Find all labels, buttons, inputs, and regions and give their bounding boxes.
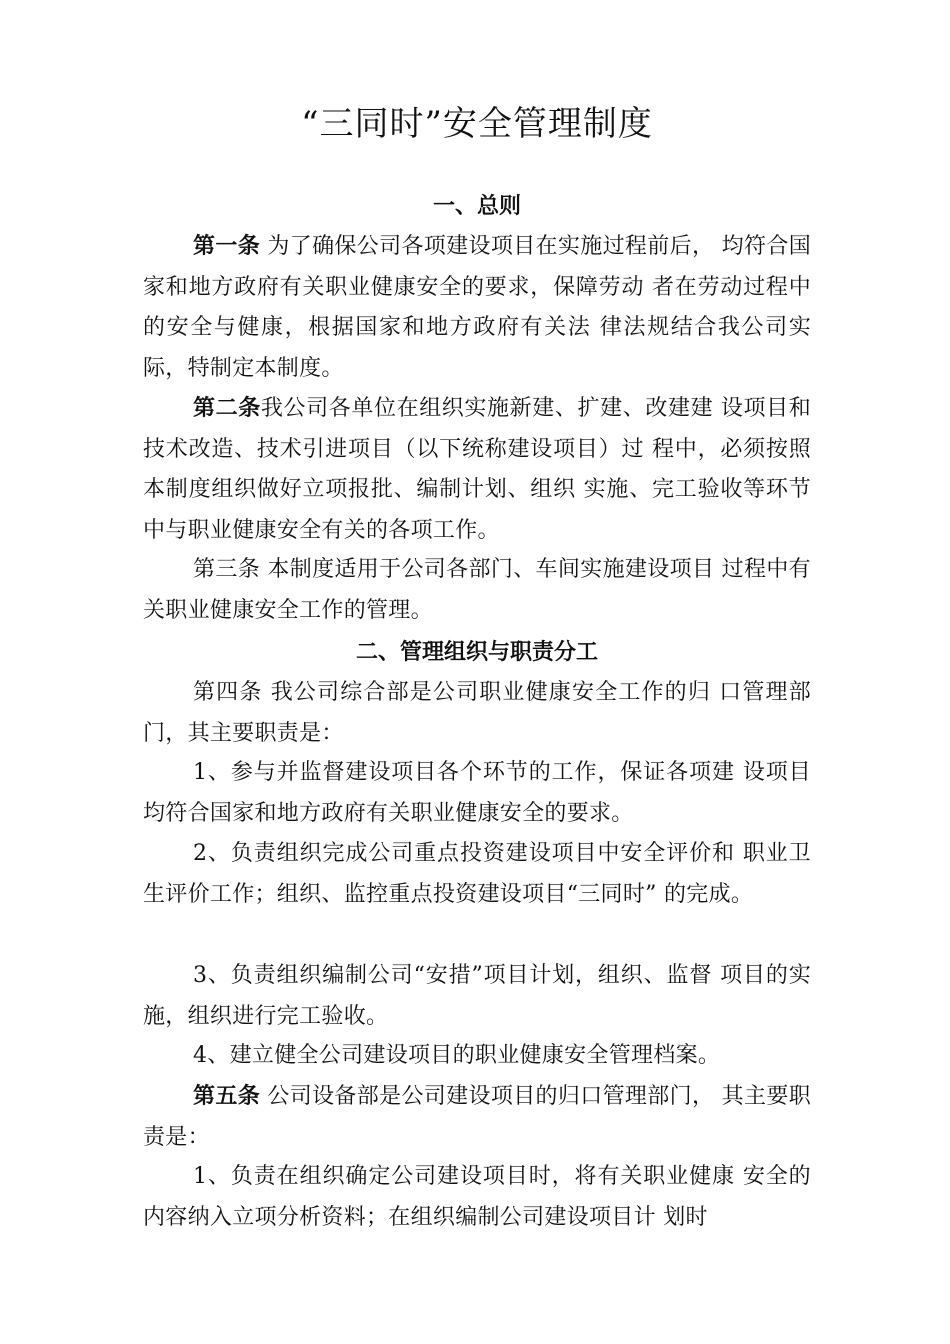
- paragraph-article-4: [143, 673, 811, 754]
- paragraph-text: 公司设备部是公司建设项目的归口管理部门， 其主要职责是：: [143, 1084, 811, 1150]
- paragraph-text: 1、参与并监督建设项目各个环节的工作，保证各项建 设项目均符合国家和地方政府有关职业健康安全的要求。: [143, 760, 811, 826]
- paragraph-item-3: [143, 956, 811, 1037]
- paragraph-duty-1: [143, 1157, 811, 1238]
- article-lead: 第五条: [193, 1083, 261, 1109]
- section-heading-organization: 二、管理组织与职责分工: [355, 639, 598, 665]
- paragraph-text: 4、建立健全公司建设项目的职业健康安全管理档案。: [193, 1043, 721, 1068]
- paragraph-article-5: [143, 1076, 811, 1158]
- paragraph-item-1: [143, 753, 811, 834]
- paragraph-text: 我公司各单位在组织实施新建、扩建、改建建 设项目和技术改造、技术引进项目（以下统称建设项目）过 程中，必须按照本制度组织做好立项报批、编制计划、组织 实施、完工验收等环节中与职业健康安全有关的各项工作。: [143, 396, 811, 543]
- paragraph-text: 3、负责组织编制公司“安措”项目计划，组织、监督 项目的实施，组织进行完工验收。: [143, 963, 811, 1029]
- paragraph-article-1: [143, 226, 811, 389]
- paragraph-text: 为了确保公司各项建设项目在实施过程前后， 均符合国家和地方政府有关职业健康安全的要求，保障劳动 者在劳动过程中的安全与健康，根据国家和地方政府有关法 律法规结合我公司实际，特制定本制度。: [143, 234, 811, 381]
- paragraph-article-2: [143, 388, 811, 551]
- paragraph-text: 1、负责在组织确定公司建设项目时，将有关职业健康 安全的内容纳入立项分析资料；在组织编制公司建设项目计 划时: [143, 1164, 811, 1230]
- article-lead: 第一条: [193, 233, 261, 259]
- paragraph-item-4: [143, 1036, 811, 1077]
- document-title: “三同时”安全管理制度: [301, 104, 653, 144]
- paragraph-item-2: [143, 834, 811, 915]
- paragraph-text: 2、负责组织完成公司重点投资建设项目中安全评价和 职业卫生评价工作；组织、监控重点投资建设项目“三同时” 的完成。: [143, 841, 811, 907]
- section-heading-general: 一、总则: [432, 193, 521, 219]
- paragraph-text: 第三条 本制度适用于公司各部门、车间实施建设项目 过程中有关职业健康安全工作的管理。: [143, 557, 811, 623]
- article-lead: 第二条: [193, 395, 261, 421]
- paragraph-text: 第四条 我公司综合部是公司职业健康安全工作的归 口管理部门，其主要职责是：: [143, 680, 811, 746]
- paragraph-article-3: [143, 550, 811, 631]
